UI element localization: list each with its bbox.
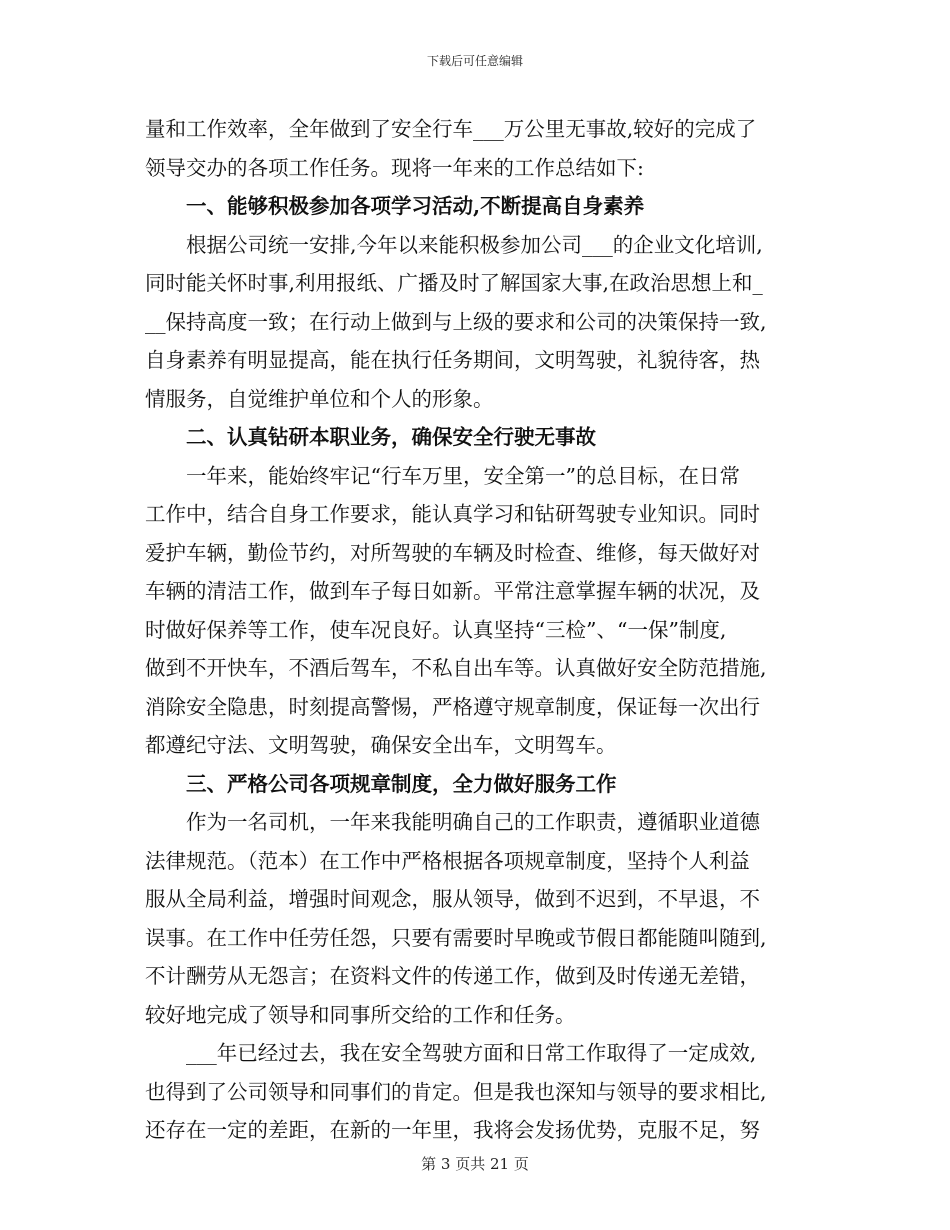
- text-line: 爱护车辆，勤俭节约，对所驾驶的车辆及时检查、维修，每天做好对: [145, 540, 760, 565]
- paragraph-start: 根据公司统一安排,今年以来能积极参加公司___的企业文化培训,: [186, 232, 763, 257]
- text-line: 还存在一定的差距，在新的一年里，我将会发扬优势，克服不足，努: [145, 1118, 760, 1142]
- text-line: 都遵纪守法、文明驾驶，确保安全出车，文明驾车。: [145, 733, 617, 757]
- text-line: 法律规范。（范本）在工作中严格根据各项规章制度，坚持个人利益: [145, 848, 750, 873]
- text-line: 服从全局利益，增强时间观念，服从领导，做到不迟到，不早退，不: [145, 887, 760, 911]
- text-line: 时做好保养等工作，使车况良好。认真坚持“三检”、“一保”制度,: [145, 617, 727, 642]
- text-line: 量和工作效率，全年做到了安全行车___万公里无事故,较好的完成了: [145, 117, 757, 141]
- section-heading-1: 一、能够积极参加各项学习活动,不断提高自身素养: [186, 194, 645, 218]
- text-line: 不计酬劳从无怨言；在资料文件的传递工作，做到及时传递无差错，: [145, 964, 760, 988]
- document-body: [145, 110, 805, 1150]
- page-number: 第 3 页共 21 页: [421, 1155, 529, 1173]
- text-line: 工作中，结合自身工作要求，能认真学习和钻研驾驶专业知识。同时: [145, 502, 760, 526]
- paragraph-start: 作为一名司机，一年来我能明确自己的工作职责，遵循职业道德: [186, 810, 760, 834]
- text-line: 车辆的清洁工作，做到车子每日如新。平常注意掌握车辆的状况，及: [145, 579, 760, 603]
- paragraph-start: ___年已经过去，我在安全驾驶方面和日常工作取得了一定成效,: [186, 1041, 757, 1065]
- text-line: __保持高度一致；在行动上做到与上级的要求和公司的决策保持一致,: [145, 309, 767, 334]
- page-header: 下载后可任意编辑: [426, 54, 523, 68]
- text-line: 同时能关怀时事,利用报纸、广播及时了解国家大事,在政治思想上和_: [145, 271, 763, 295]
- text-line: 自身素养有明显提高，能在执行任务期间，文明驾驶，礼貌待客，热: [145, 348, 760, 372]
- section-heading-3: 三、严格公司各项规章制度，全力做好服务工作: [186, 771, 617, 796]
- section-heading-2: 二、认真钻研本职业务，确保安全行驶无事故: [186, 425, 596, 449]
- paragraph-start: 一年来，能始终牢记“行车万里，安全第一”的总目标，在日常: [186, 463, 740, 488]
- text-line: 情服务，自觉维护单位和个人的形象。: [145, 386, 494, 411]
- text-line: 误事。在工作中任劳任怨，只要有需要时早晚或节假日都能随叫随到,: [145, 925, 767, 950]
- text-line: 领导交办的各项工作任务。现将一年来的工作总结如下:: [145, 155, 644, 180]
- text-line: 较好地完成了领导和同事所交给的工作和任务。: [145, 1002, 576, 1027]
- text-line: 做到不开快车，不酒后驾车，不私自出车等。认真做好安全防范措施,: [145, 656, 767, 680]
- text-line: 也得到了公司领导和同事们的肯定。但是我也深知与领导的要求相比,: [145, 1079, 767, 1104]
- text-line: 消除安全隐患，时刻提高警惕，严格遵守规章制度，保证每一次出行: [145, 694, 760, 719]
